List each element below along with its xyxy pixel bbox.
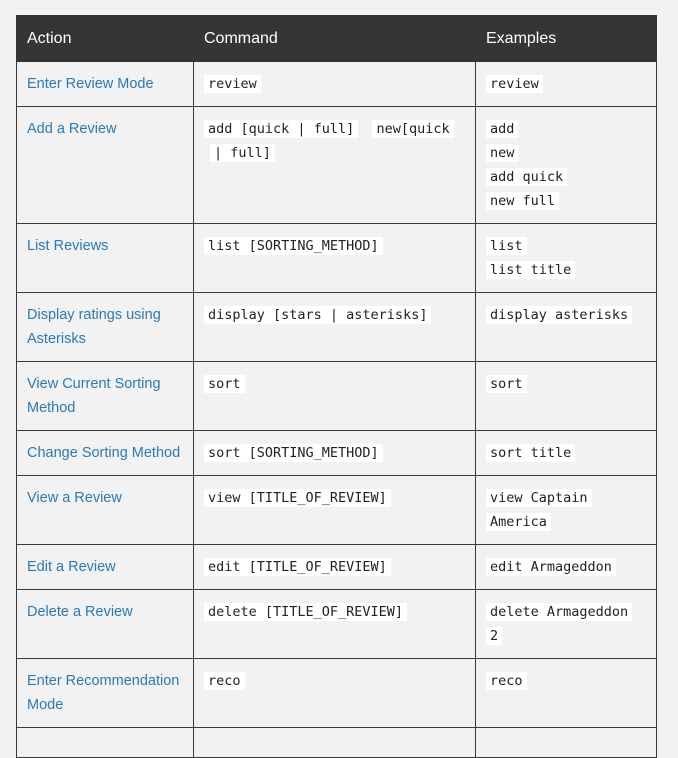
- command-cell: [194, 659, 476, 728]
- command-code: sort [SORTING_METHOD]: [204, 444, 383, 462]
- action-cell: [17, 590, 194, 659]
- table-row: [17, 728, 657, 758]
- table-row: [17, 590, 657, 659]
- table-row: [17, 293, 657, 362]
- command-code: reco: [204, 672, 245, 690]
- example-code: review: [486, 75, 543, 93]
- table-row: [17, 431, 657, 476]
- command-cell: [194, 107, 476, 224]
- action-cell: [17, 545, 194, 590]
- command-code: delete [TITLE_OF_REVIEW]: [204, 603, 407, 621]
- example-line: [486, 72, 646, 96]
- example-line: [486, 372, 646, 396]
- example-line: [486, 165, 646, 189]
- action-cell: [17, 224, 194, 293]
- command-cell: [194, 362, 476, 431]
- example-code: delete Armageddon 2: [486, 603, 632, 645]
- example-code: view Captain America: [486, 489, 592, 531]
- action-cell: [17, 362, 194, 431]
- header-command: Command: [194, 16, 476, 62]
- example-code: display asterisks: [486, 306, 632, 324]
- example-code: list title: [486, 261, 575, 279]
- action-cell: [17, 107, 194, 224]
- example-line: [486, 555, 646, 579]
- example-line: [486, 189, 646, 213]
- header-action: Action: [17, 16, 194, 62]
- table-header-row: [17, 16, 657, 62]
- example-code: sort: [486, 375, 527, 393]
- examples-cell: [476, 62, 657, 107]
- command-code: display [stars | asterisks]: [204, 306, 431, 324]
- header-examples: Examples: [476, 16, 657, 62]
- action-link[interactable]: Display ratings using Asterisks: [27, 307, 161, 347]
- command-cell: [194, 431, 476, 476]
- table-row: [17, 62, 657, 107]
- action-link[interactable]: Change Sorting Method: [27, 445, 181, 461]
- example-line: [486, 441, 646, 465]
- command-code: view [TITLE_OF_REVIEW]: [204, 489, 391, 507]
- action-cell: [17, 476, 194, 545]
- command-cell: [194, 476, 476, 545]
- command-code: list [SORTING_METHOD]: [204, 237, 383, 255]
- action-cell: [17, 659, 194, 728]
- examples-cell: [476, 590, 657, 659]
- example-line: [486, 141, 646, 165]
- example-code: sort title: [486, 444, 575, 462]
- command-code: edit [TITLE_OF_REVIEW]: [204, 558, 391, 576]
- example-code: add: [486, 120, 518, 138]
- action-link[interactable]: Delete a Review: [27, 604, 133, 620]
- command-code: new[quick | full]: [210, 120, 454, 162]
- action-cell: [17, 293, 194, 362]
- table-row: [17, 545, 657, 590]
- examples-cell: [476, 224, 657, 293]
- command-cell: [194, 590, 476, 659]
- table-row: [17, 476, 657, 545]
- command-table-container: [16, 15, 656, 758]
- example-line: [486, 258, 646, 282]
- example-code: new full: [486, 192, 559, 210]
- action-link[interactable]: View a Review: [27, 490, 122, 506]
- command-cell: [194, 62, 476, 107]
- examples-cell: [476, 545, 657, 590]
- example-code: reco: [486, 672, 527, 690]
- action-link[interactable]: View Current Sorting Method: [27, 376, 161, 416]
- examples-cell: [476, 107, 657, 224]
- example-line: [486, 234, 646, 258]
- command-cell: [194, 728, 476, 758]
- examples-cell: [476, 431, 657, 476]
- command-code: add [quick | full]: [204, 120, 358, 138]
- command-code: review: [204, 75, 261, 93]
- example-code: edit Armageddon: [486, 558, 616, 576]
- example-code: new: [486, 144, 518, 162]
- examples-cell: [476, 362, 657, 431]
- table-row: [17, 659, 657, 728]
- action-cell: [17, 431, 194, 476]
- action-cell: [17, 62, 194, 107]
- example-line: [486, 303, 646, 327]
- command-cell: [194, 293, 476, 362]
- example-line: [486, 603, 632, 645]
- examples-cell: [476, 728, 657, 758]
- example-line: [486, 117, 646, 141]
- command-cell: [194, 545, 476, 590]
- examples-cell: [476, 293, 657, 362]
- command-cell: [194, 224, 476, 293]
- examples-cell: [476, 476, 657, 545]
- action-link[interactable]: Edit a Review: [27, 559, 116, 575]
- action-link[interactable]: Enter Recommendation Mode: [27, 673, 180, 713]
- table-body: [17, 62, 657, 758]
- example-code: add quick: [486, 168, 567, 186]
- table-row: [17, 362, 657, 431]
- example-line: [486, 489, 592, 531]
- example-line: [486, 669, 646, 693]
- table-row: [17, 224, 657, 293]
- table-row: [17, 107, 657, 224]
- action-link[interactable]: Enter Review Mode: [27, 76, 154, 92]
- command-summary-table: [16, 15, 657, 758]
- action-cell: [17, 728, 194, 758]
- action-link[interactable]: List Reviews: [27, 238, 109, 254]
- command-code: sort: [204, 375, 245, 393]
- examples-cell: [476, 659, 657, 728]
- action-link[interactable]: Add a Review: [27, 121, 117, 137]
- example-code: list: [486, 237, 527, 255]
